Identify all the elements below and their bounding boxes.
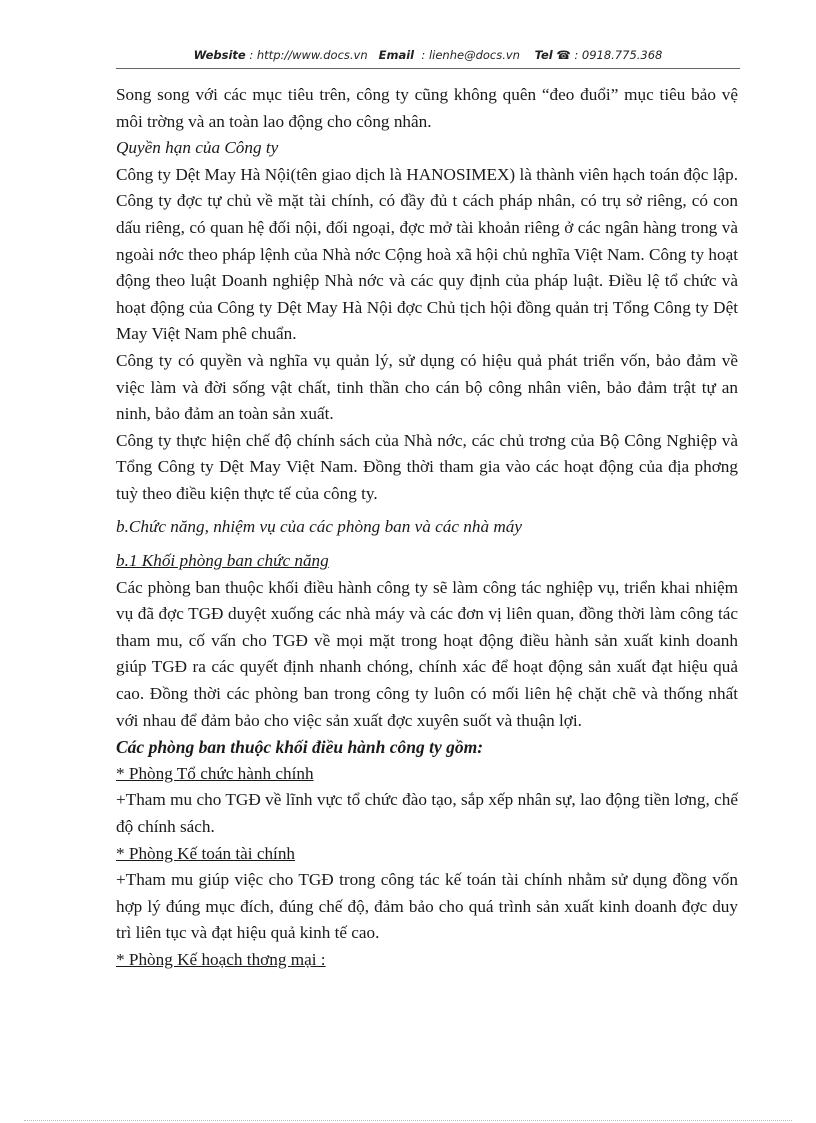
phone-icon: ☎ — [556, 48, 571, 62]
department-finance-desc: +Tham mu giúp việc cho TGĐ trong công tác kế toán tài chính nhằm sử dụng đồng vốn hợp lý đúng mục đích, đúng chế độ, đảm bảo cho quá trình sản xuất kinh doanh đợc duy trì liên tục và đạt hiệu quả kinh tế cao. — [116, 870, 738, 943]
department-finance: * Phòng Kế toán tài chính — [116, 843, 296, 863]
page-header — [116, 48, 740, 69]
website-label: Website — [193, 48, 246, 62]
paragraph-policy: Công ty thực hiện chế độ chính sách của Nhà nớc, các chủ trơng của Bộ Công Nghiệp và Tổng Công ty Dệt May Việt Nam. Đồng thời tham gia vào các hoạt động của địa phơng tuỳ theo điều kiện thực tế của công ty. — [116, 430, 738, 503]
page-bottom-border — [24, 1120, 792, 1121]
paragraph-goals: Song song với các mục tiêu trên, công ty cũng không quên “đeo đuổi” mục tiêu bảo vệ môi trờng và an toàn lao động cho công nhân. — [116, 85, 738, 131]
document-body — [116, 82, 738, 974]
heading-department-list: Các phòng ban thuộc khối điều hành công ty gồm: — [116, 737, 484, 758]
department-administration-desc: +Tham mu cho TGĐ về lĩnh vực tổ chức đào tạo, sắp xếp nhân sự, lao động tiền lơng, chế độ chính sách. — [116, 790, 738, 837]
heading-functional-departments: b.1 Khối phòng ban chức năng — [116, 551, 329, 571]
paragraph-departments: Các phòng ban thuộc khối điều hành công ty sẽ làm công tác nghiệp vụ, triển khai nhiệm vụ đã đợc TGĐ duyệt xuống các nhà máy và các đơn vị liên quan, đồng thời làm công tác tham mu, cố vấn cho TGĐ về mọi mặt trong hoạt động điều hành sản xuất kinh doanh giúp TGĐ ra các quyết định nhanh chóng, chính xác để hoạt động sản xuất đạt hiệu quả cao. Đồng thời các phòng ban trong công ty luôn có mối liên hệ chặt chẽ và thống nhất với nhau để đảm bảo cho việc sản xuất đợc xuyên suốt và thuận lợi. — [116, 577, 738, 730]
heading-functions: b.Chức năng, nhiệm vụ của các phòng ban và các nhà máy — [116, 516, 523, 536]
heading-company-rights: Quyền hạn của Công ty — [116, 138, 279, 158]
department-planning: * Phòng Kế hoạch thơng mại : — [116, 950, 326, 969]
paragraph-company-status: Công ty Dệt May Hà Nội(tên giao dịch là HANOSIMEX) là thành viên hạch toán độc lập. Công ty đợc tự chủ về mặt tài chính, có đầy đủ t cách pháp nhân, có trụ sở riêng, có con dấu riêng, có quan hệ đối nội, đối ngoại, đợc mở tài khoản riêng ở các ngân hàng trong và ngoài nớc theo pháp lệnh của Nhà nớc Cộng hoà xã hội chủ nghĩa Việt Nam. Công ty hoạt động theo luật Doanh nghiệp Nhà nớc và các quy định của pháp luật. Điều lệ tổ chức và hoạt động của Công ty Dệt May Hà Nội đợc Chủ tịch hội đồng quản trị Tổng Công ty Dệt May Việt Nam phê chuẩn. — [116, 164, 738, 344]
tel-number: : 0918.775.368 — [574, 48, 663, 62]
tel-label: Tel — [534, 48, 553, 62]
website-url[interactable]: : http://www.docs.vn — [249, 48, 368, 62]
paragraph-rights-duties: Công ty có quyền và nghĩa vụ quản lý, sử dụng có hiệu quả phát triển vốn, bảo đảm về việc làm và đời sống vật chất, tinh thần cho cán bộ công nhân viên, bảo đảm trật tự an ninh, bảo đảm an toàn sản xuất. — [116, 350, 738, 424]
department-administration: * Phòng Tổ chức hành chính — [116, 763, 314, 783]
email-address[interactable]: : lienhe@docs.vn — [421, 48, 520, 62]
email-label: Email — [378, 48, 415, 62]
